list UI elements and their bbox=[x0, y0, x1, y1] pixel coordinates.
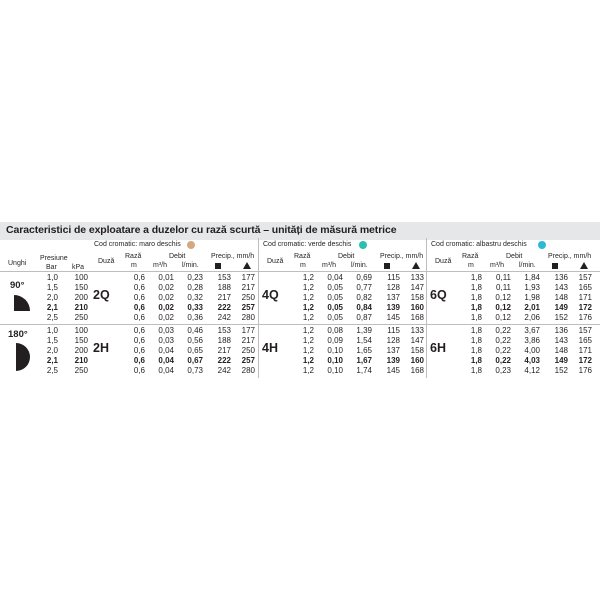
header-m3h: m³/h bbox=[490, 262, 504, 269]
flow-lmin-value: 0,87 bbox=[356, 313, 372, 323]
flow-m3h-value: 0,09 bbox=[327, 336, 343, 346]
flow-m3h-value: 0,04 bbox=[158, 356, 174, 366]
precip-square-value: 145 bbox=[386, 366, 400, 376]
table-title: Caracteristici de exploatare a duzelor cu rază scurtă – unități de măsură metrice bbox=[6, 224, 397, 236]
flow-lmin-value: 0,82 bbox=[356, 293, 372, 303]
precip-triangle-value: 147 bbox=[410, 283, 424, 293]
header-m: m bbox=[468, 262, 474, 269]
radius-value: 1,8 bbox=[470, 356, 482, 366]
flow-m3h-value: 0,11 bbox=[496, 273, 511, 282]
flow-lmin-value: 4,00 bbox=[524, 346, 540, 356]
header-lmin: l/min. bbox=[182, 262, 199, 269]
angle-label: 90° bbox=[10, 280, 25, 291]
color-dot-icon bbox=[538, 241, 546, 249]
flow-m3h-value: 0,12 bbox=[495, 313, 511, 323]
flow-m3h-value: 0,10 bbox=[327, 366, 343, 376]
header-duza: Duză bbox=[435, 258, 452, 265]
precip-square-value: 137 bbox=[386, 293, 400, 303]
pressure-bar: 2,0 bbox=[46, 346, 58, 356]
precip-triangle-value: 172 bbox=[578, 303, 592, 313]
nozzle-code: 4Q bbox=[262, 288, 279, 302]
radius-value: 1,2 bbox=[302, 313, 314, 323]
flow-lmin-value: 0,77 bbox=[356, 283, 372, 293]
pressure-bar: 2,1 bbox=[46, 303, 58, 313]
precip-triangle-value: 160 bbox=[410, 303, 424, 313]
triangle-precip-icon bbox=[412, 262, 420, 269]
header-lmin: l/min. bbox=[519, 262, 536, 269]
header-lmin: l/min. bbox=[351, 262, 368, 269]
block-divider bbox=[0, 324, 600, 325]
flow-m3h-value: 0,22 bbox=[495, 356, 511, 366]
triangle-precip-icon bbox=[243, 262, 251, 269]
precip-triangle-value: 168 bbox=[410, 366, 424, 376]
flow-m3h-value: 0,10 bbox=[327, 346, 343, 356]
precip-square-value: 188 bbox=[217, 336, 231, 346]
radius-value: 0,6 bbox=[133, 336, 145, 346]
radius-value: 1,2 bbox=[302, 283, 314, 293]
flow-lmin-value: 3,67 bbox=[524, 326, 540, 335]
pressure-kpa: 200 bbox=[74, 346, 88, 356]
header-m: m bbox=[131, 262, 137, 269]
precip-triangle-value: 171 bbox=[578, 346, 592, 356]
precip-square-value: 242 bbox=[217, 313, 231, 323]
pressure-kpa: 210 bbox=[74, 303, 88, 313]
radius-value: 0,6 bbox=[133, 346, 145, 356]
flow-lmin-value: 0,46 bbox=[187, 326, 203, 335]
header-duza: Duză bbox=[98, 258, 115, 265]
flow-m3h-value: 0,08 bbox=[327, 326, 343, 335]
pressure-bar: 1,0 bbox=[46, 326, 58, 335]
flow-m3h-value: 0,22 bbox=[495, 346, 511, 356]
header-m: m bbox=[300, 262, 306, 269]
radius-value: 1,8 bbox=[470, 293, 482, 303]
precip-square-value: 137 bbox=[386, 346, 400, 356]
precip-square-value: 143 bbox=[554, 336, 568, 346]
precip-square-value: 145 bbox=[386, 313, 400, 323]
precip-square-value: 149 bbox=[554, 303, 568, 313]
precip-square-value: 217 bbox=[217, 293, 231, 303]
group-divider bbox=[258, 238, 259, 378]
radius-value: 1,8 bbox=[470, 366, 482, 376]
header-precip: Precip., mm/h bbox=[211, 253, 255, 260]
header-debit: Debit bbox=[169, 253, 186, 260]
precip-triangle-value: 157 bbox=[578, 326, 592, 335]
header-precip: Precip., mm/h bbox=[380, 253, 424, 260]
pressure-kpa: 250 bbox=[74, 313, 88, 323]
flow-m3h-value: 0,22 bbox=[495, 326, 511, 335]
flow-m3h-value: 0,05 bbox=[327, 283, 343, 293]
group-label: Cod cromatic: albastru deschis bbox=[431, 241, 527, 248]
nozzle-code: 2H bbox=[93, 341, 109, 355]
flow-m3h-value: 0,12 bbox=[495, 303, 511, 313]
angle-label: 180° bbox=[8, 329, 28, 340]
pressure-bar: 1,0 bbox=[46, 273, 58, 282]
precip-square-value: 136 bbox=[554, 326, 568, 335]
precip-triangle-value: 257 bbox=[241, 356, 255, 366]
nozzle-code: 2Q bbox=[93, 288, 110, 302]
flow-m3h-value: 0,05 bbox=[327, 313, 343, 323]
radius-value: 0,6 bbox=[133, 356, 145, 366]
flow-lmin-value: 1,98 bbox=[524, 293, 540, 303]
flow-lmin-value: 1,84 bbox=[524, 273, 540, 282]
precip-triangle-value: 168 bbox=[410, 313, 424, 323]
precip-triangle-value: 147 bbox=[410, 336, 424, 346]
radius-value: 0,6 bbox=[133, 303, 145, 313]
radius-value: 1,2 bbox=[302, 273, 314, 282]
flow-lmin-value: 0,73 bbox=[187, 366, 203, 376]
header-bar: Bar bbox=[46, 264, 57, 271]
precip-square-value: 222 bbox=[217, 356, 231, 366]
radius-value: 1,8 bbox=[470, 273, 482, 282]
group-divider bbox=[426, 238, 427, 378]
flow-lmin-value: 0,84 bbox=[356, 303, 372, 313]
flow-lmin-value: 0,36 bbox=[187, 313, 203, 323]
flow-lmin-value: 3,86 bbox=[524, 336, 540, 346]
flow-lmin-value: 0,56 bbox=[187, 336, 203, 346]
flow-m3h-value: 0,02 bbox=[158, 313, 174, 323]
flow-lmin-value: 0,69 bbox=[356, 273, 372, 282]
color-dot-icon bbox=[187, 241, 195, 249]
pressure-kpa: 150 bbox=[74, 336, 88, 346]
precip-square-value: 217 bbox=[217, 346, 231, 356]
header-unghi: Unghi bbox=[8, 260, 27, 267]
nozzle-code: 6H bbox=[430, 341, 446, 355]
pressure-bar: 2,1 bbox=[46, 356, 58, 366]
precip-triangle-value: 177 bbox=[241, 326, 255, 335]
radius-value: 0,6 bbox=[133, 273, 145, 282]
radius-value: 0,6 bbox=[133, 326, 145, 335]
flow-m3h-value: 0,02 bbox=[158, 303, 174, 313]
precip-square-value: 115 bbox=[387, 326, 400, 335]
radius-value: 0,6 bbox=[133, 283, 145, 293]
flow-m3h-value: 0,03 bbox=[158, 336, 174, 346]
header-raza: Rază bbox=[462, 253, 479, 260]
precip-triangle-value: 217 bbox=[241, 336, 255, 346]
precip-square-value: 152 bbox=[554, 313, 568, 323]
precip-square-value: 153 bbox=[217, 326, 231, 335]
radius-value: 0,6 bbox=[133, 313, 145, 323]
precip-square-value: 136 bbox=[554, 273, 568, 282]
header-m3h: m³/h bbox=[322, 262, 336, 269]
flow-lmin-value: 0,23 bbox=[187, 273, 203, 282]
header-debit: Debit bbox=[338, 253, 355, 260]
flow-lmin-value: 0,33 bbox=[187, 303, 203, 313]
square-precip-icon bbox=[215, 263, 221, 269]
header-duza: Duză bbox=[267, 258, 284, 265]
flow-m3h-value: 0,02 bbox=[158, 283, 174, 293]
flow-lmin-value: 0,67 bbox=[187, 356, 203, 366]
radius-value: 1,2 bbox=[302, 326, 314, 335]
radius-value: 0,6 bbox=[133, 293, 145, 303]
flow-lmin-value: 1,39 bbox=[356, 326, 372, 335]
radius-value: 1,2 bbox=[302, 336, 314, 346]
pressure-bar: 2,5 bbox=[46, 366, 58, 376]
precip-triangle-value: 157 bbox=[578, 273, 592, 282]
radius-value: 1,8 bbox=[470, 346, 482, 356]
precip-square-value: 149 bbox=[554, 356, 568, 366]
pressure-bar: 1,5 bbox=[46, 283, 58, 293]
precip-square-value: 128 bbox=[386, 336, 400, 346]
precip-triangle-value: 165 bbox=[578, 336, 592, 346]
pressure-bar: 2,5 bbox=[46, 313, 58, 323]
flow-m3h-value: 0,11 bbox=[496, 283, 511, 293]
precip-triangle-value: 171 bbox=[578, 293, 592, 303]
header-raza: Rază bbox=[294, 253, 311, 260]
flow-lmin-value: 1,74 bbox=[356, 366, 372, 376]
flow-lmin-value: 1,65 bbox=[356, 346, 372, 356]
precip-square-value: 188 bbox=[217, 283, 231, 293]
precip-triangle-value: 158 bbox=[410, 346, 424, 356]
precip-square-value: 242 bbox=[217, 366, 231, 376]
precip-triangle-value: 176 bbox=[578, 366, 592, 376]
precip-square-value: 152 bbox=[554, 366, 568, 376]
precip-triangle-value: 257 bbox=[241, 303, 255, 313]
radius-value: 1,8 bbox=[470, 313, 482, 323]
quarter-circle-icon bbox=[12, 293, 32, 313]
header-m3h: m³/h bbox=[153, 262, 167, 269]
precip-square-value: 143 bbox=[554, 283, 568, 293]
flow-m3h-value: 0,03 bbox=[158, 326, 174, 335]
precip-square-value: 139 bbox=[386, 356, 400, 366]
pressure-kpa: 100 bbox=[74, 326, 88, 335]
flow-lmin-value: 1,93 bbox=[524, 283, 540, 293]
radius-value: 1,2 bbox=[302, 366, 314, 376]
pressure-kpa: 210 bbox=[74, 356, 88, 366]
nozzle-code: 4H bbox=[262, 341, 278, 355]
precip-triangle-value: 158 bbox=[410, 293, 424, 303]
header-debit: Debit bbox=[506, 253, 523, 260]
flow-m3h-value: 0,01 bbox=[158, 273, 174, 282]
pressure-kpa: 250 bbox=[74, 366, 88, 376]
radius-value: 1,2 bbox=[302, 356, 314, 366]
radius-value: 1,8 bbox=[470, 283, 482, 293]
precip-triangle-value: 250 bbox=[241, 346, 255, 356]
precip-square-value: 148 bbox=[554, 346, 568, 356]
header-divider bbox=[0, 271, 600, 272]
header-precip: Precip., mm/h bbox=[548, 253, 592, 260]
pressure-kpa: 100 bbox=[74, 273, 88, 282]
group-label: Cod cromatic: verde deschis bbox=[263, 241, 352, 248]
pressure-bar: 1,5 bbox=[46, 336, 58, 346]
header-presiune: Presiune bbox=[40, 255, 68, 262]
nozzle-code: 6Q bbox=[430, 288, 447, 302]
flow-m3h-value: 0,22 bbox=[495, 336, 511, 346]
radius-value: 1,8 bbox=[470, 326, 482, 335]
square-precip-icon bbox=[552, 263, 558, 269]
precip-triangle-value: 176 bbox=[578, 313, 592, 323]
precip-triangle-value: 172 bbox=[578, 356, 592, 366]
flow-lmin-value: 0,28 bbox=[187, 283, 203, 293]
flow-m3h-value: 0,05 bbox=[327, 293, 343, 303]
precip-triangle-value: 177 bbox=[241, 273, 255, 282]
flow-m3h-value: 0,12 bbox=[495, 293, 511, 303]
flow-m3h-value: 0,04 bbox=[158, 366, 174, 376]
precip-triangle-value: 280 bbox=[241, 313, 255, 323]
flow-lmin-value: 1,67 bbox=[356, 356, 372, 366]
pressure-kpa: 150 bbox=[74, 283, 88, 293]
precip-triangle-value: 133 bbox=[410, 326, 424, 335]
radius-value: 1,2 bbox=[302, 293, 314, 303]
header-kpa: kPa bbox=[72, 264, 85, 271]
radius-value: 1,8 bbox=[470, 303, 482, 313]
radius-value: 0,6 bbox=[133, 366, 145, 376]
flow-m3h-value: 0,23 bbox=[495, 366, 511, 376]
flow-lmin-value: 0,32 bbox=[187, 293, 203, 303]
half-circle-icon bbox=[14, 341, 34, 373]
flow-m3h-value: 0,02 bbox=[158, 293, 174, 303]
precip-square-value: 115 bbox=[387, 273, 400, 282]
flow-m3h-value: 0,04 bbox=[327, 273, 343, 282]
flow-lmin-value: 1,54 bbox=[356, 336, 372, 346]
flow-lmin-value: 4,03 bbox=[524, 356, 540, 366]
radius-value: 1,8 bbox=[470, 336, 482, 346]
flow-lmin-value: 2,06 bbox=[524, 313, 540, 323]
precip-square-value: 128 bbox=[386, 283, 400, 293]
group-label: Cod cromatic: maro deschis bbox=[94, 241, 181, 248]
radius-value: 1,2 bbox=[302, 303, 314, 313]
square-precip-icon bbox=[384, 263, 390, 269]
precip-triangle-value: 133 bbox=[410, 273, 424, 282]
flow-lmin-value: 0,65 bbox=[187, 346, 203, 356]
flow-m3h-value: 0,10 bbox=[327, 356, 343, 366]
precip-triangle-value: 160 bbox=[410, 356, 424, 366]
flow-m3h-value: 0,04 bbox=[158, 346, 174, 356]
header-raza: Rază bbox=[125, 253, 142, 260]
color-dot-icon bbox=[359, 241, 367, 249]
triangle-precip-icon bbox=[580, 262, 588, 269]
precip-square-value: 139 bbox=[386, 303, 400, 313]
flow-m3h-value: 0,05 bbox=[327, 303, 343, 313]
pressure-kpa: 200 bbox=[74, 293, 88, 303]
precip-triangle-value: 250 bbox=[241, 293, 255, 303]
flow-lmin-value: 4,12 bbox=[524, 366, 540, 376]
precip-triangle-value: 217 bbox=[241, 283, 255, 293]
precip-triangle-value: 165 bbox=[578, 283, 592, 293]
flow-lmin-value: 2,01 bbox=[524, 303, 540, 313]
precip-square-value: 222 bbox=[217, 303, 231, 313]
precip-square-value: 148 bbox=[554, 293, 568, 303]
precip-square-value: 153 bbox=[217, 273, 231, 282]
precip-triangle-value: 280 bbox=[241, 366, 255, 376]
pressure-bar: 2,0 bbox=[46, 293, 58, 303]
radius-value: 1,2 bbox=[302, 346, 314, 356]
